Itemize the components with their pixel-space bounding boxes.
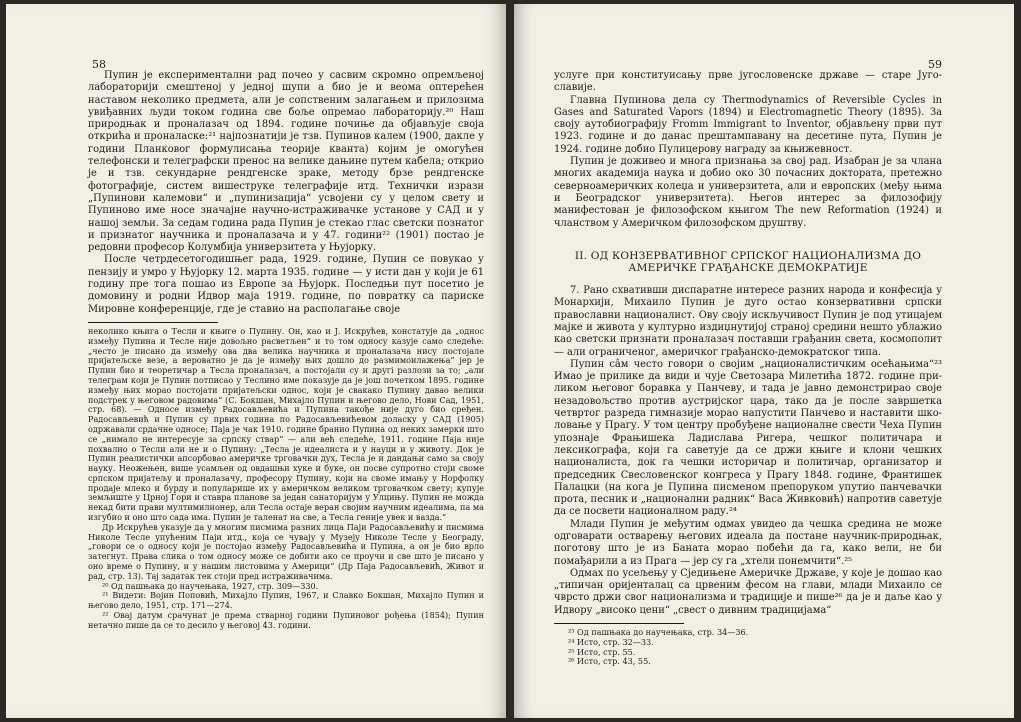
paragraph: Пупин сâм често говори о својим „националистичким осећањима“²³ Имао је прилике да види и чује Светозара Милетића 1872. године приликом његовог боравка у Панчеву, и тада је јавно демонстрирао своје незадовољство против аустријског цара, тако да је после завршетка четвртог разреда гимназије морао напустити Панчево и наставити школовање у Прагу. У том центру пробуђене националне свести Чеха Пупин упознаје Фрањишека Ладислава Ригера, чешког политичара и лексикографа, који га саветује да се држи књиге и клони чешких националиста, док га чешки историчар и политичар, организатор и председник Свесловенског конгреса у Прагу 1848. године, Франтишек Палацки (на кога је Пупина писменом препоруком упутио панчевачки прота, песник и „национални радник“ Васа Живковић) напротив саветује да се посвети националном раду.²⁴ [554, 358, 942, 518]
section-heading [554, 250, 942, 275]
left-page [6, 4, 506, 718]
footnote-paragraph: Др Искрућев указује да у многим писмима разних лица Паји Радосављевићу и писмима Николе Тесле упућеним Паји итд., која се чувају у Музеју Николе Тесле у Београду, „говори се о односу који је постојао између Радосављевића и Пупина, а он је био врло затегнут. Права слика о том односу може се добити ако се проучи и све што је писано у оно време о Пупину, и у нашим листовима у Америци“ (Др Паја Радосављевић, Живот и рад, стр. 13). Тај задатак тек стоји пред истраживачима. [88, 521, 484, 581]
paragraph: Пупин је експериментални рад почео у сасвим скромно опремљеној лабораторији смештеној у једној шупи а био је и веома оптерећен наставом неколико предмета, али је сопственим залагањем и прилозима увиђавних људи током година све боље опремао лабораторију.²⁰ Наш природњак и проналазач од 1894. године почиње да објављује своја открића и проналаске:²¹ најпознатији је тзв. Пупинов калем (1900, дакле у години Планковог формулисања теорије кванта) којим је омогућен телефонски и телеграфски пренос на велике дањине путем кабела; открио је и тзв. секундарне рендгенске зраке, методу брзе рендгенске фотографије, систем вишеструке телеграфије итд. Технички изрази „Пупинови калемови“ и „пупинизација“ усвојени су у целом свету и Пупиново име носе значајне научно-истраживачке установе у САД и у нашој земљи. За седам година рада Пупин је стекао глас светски познатог и признатог научника и проналазача и у 47. години²² (1901) постао је редовни професор Колумбија универзитета у Њујорку. [88, 70, 484, 254]
right-footnotes [554, 628, 942, 667]
footnote: ²⁰ Од пашњака до научењака, 1927, стр. 309—330. [102, 580, 319, 591]
footnote-divider [554, 623, 684, 624]
right-body-top [554, 70, 942, 230]
paragraph: услуге при конституисању прве југословенске државе — старе Југославије. [554, 70, 942, 94]
paragraph: Млади Пупин је међутим одмах увидео да чешка средина не може одговарати остварењу његових идеала да постане научник-природњак, поготову што је из Баната морао побећи да га, како вели, не би помађарили а из Прага — јер су га „хтели понемчити“.²⁵ [554, 518, 942, 567]
footnote: ²³ Од пашњака до научењака, стр. 34—36. [568, 627, 749, 638]
paragraph: После четрдесетогодишњег рада, 1929. године, Пупин се повукао у пензију и умро у Њујорку 12. марта 1935. године — у исти дан у који је 61 годину пре тога пошао из Европе за Њујорк. Последњи пут посетио је домовину и родни Идвор маја 1919. године, по повратку са париске Мировне конференције, где је ставио на располагање своје [88, 254, 484, 315]
left-body [88, 70, 484, 316]
footnote-divider [88, 322, 218, 323]
paragraph: Пупин је доживео и многа признања за свој рад. Изабран је за члана многих академија наука и добио око 30 почасних доктората, претежно северноамеричких колеџа и универзитета, али и европских (међу њима и Београдског универзитета). Његов интерес за филозофију манифестован је филозофском књигом The new Reformation (1924) и чланством у Америчком филозофском друштву. [554, 156, 942, 229]
footnote: ²⁵ Исто, стр. 55. [568, 646, 636, 657]
footnote: ²⁶ Исто, стр. 43, 55. [568, 656, 651, 667]
page-number: 59 [928, 58, 942, 71]
paragraph: 7. Рано схвативши диспаратне интересе разних народа и конфесија у Монархији, Михаило Пупин је дуго остао конзервативни српски православни националист. Ову своју искључивост Пупин је под утицајем мајке и живота у културно издиџнутијој страној средини нешто ублажио као светски признати проналазач поставши грађанин света, космополит — али ограниченог, америчког грађанско-демократског типа. [554, 285, 942, 358]
right-body-bottom [554, 285, 942, 617]
footnote-continuation: неколико књига о Тесли и књиге о Пупину. Он, као и Ј. Искрућев, констатује да „однос између Пупина и Тесле није довољно расветљен“ и то том односу казује само следеће: „често је писано да између ова два велика научника и проналазача нису постојале пријатељске везе, а вероватно је да је између њих дошло до размимоилажења“ јер је Пупин био и теоретичар а Тесла проналазач, а постојали су и другi разлози за то; „али телеграм који је Пупин потписао у Теслино име показује да је још почетком 1895. године између њих морао постојати пријатељски однос, који је свакако Пупину давао велики подстрек у његовом радовима“ (С. Бокшан, Михајло Пупин и његово дело, Нови Сад, 1951, стр. 68). — Односе између Радосављевића и Пупина такође није дуго био сређен. Радосављевић и Пупин су првих година по Радосављевићевом доласку у САД (1905) одржавали срдачне односе; Паја је чак 1910. године бранио Пупина од неких замерки што се „нимало не интересује за српску ствар“ — али већ следеће, 1911. године Паја није похвално о Тесли али не и о Пупину: „Тесла је идеалиста и у науци и у животу. Док је Пупин реалистички апсорбовао америчке трговачки дух, Тесла је и дандањи само за своју науку. Неожењен, више усамљен од овдашњи хуке и буке, он посве супротно стоји своме српском пријатељу и проналазачу, професору Пупину, који на своме имању у Норфолку продаје млеко и бурду и популарише их у америчком великом трговачком свету; купује земљиште у Црној Гори и ставра планове за један санаторијум у Улцињу. Пупин не можда некад бити прави мултимилионер, али Тесла остаје веран својим научним идеалима, па ма изгубио и оно што сада има. Пупин је таленат на све, а Тесла геније увек и вазда.“ [88, 325, 484, 523]
left-footnotes [88, 327, 484, 631]
footnote: ²⁴ Исто, стр. 32—33. [568, 636, 654, 647]
footnote: ²¹ Видети: Војин Поповић, Михајло Пупин, 1967, и Славко Бокшан, Михајло Пупин и његово дело, 1951, стр. 171—274. [88, 590, 484, 611]
paragraph: Одмах по усељењу у Сједињене Америчке Државе, у које је дошао као „типичан оријенталац са црвеним фесом на глави, млади Михаило се чврсто држи свог национализма и традиције и пише²⁶ да је и даље као у Идвору „високо цени“ „свест о дивним традицијама“ [554, 567, 942, 616]
paragraph: Главна Пупинова дела су Thermodynamics of Reversible Cycles in Gases and Saturated Vapors (1894) и Electromagnetic Theory (1895). За своју аутобиографију Fromm Immigrant to Inventor, објављену први пут 1923. године и до данас прештампавану на десетине пута, Пупин је 1924. године добио Пулицерову награду за књижевност. [554, 94, 942, 155]
right-page [514, 4, 1014, 718]
section-heading-line: II. ОД КОНЗЕРВАТИВНОГ СРПСКОГ НАЦИОНАЛИЗМА ДО [574, 249, 922, 262]
footnote: ²² Овај датум срачунат је према стварној години Пупиновог рођења (1854); Пупин нетачно пише да се то десило у његовој 43. години. [88, 610, 484, 630]
section-heading-line: АМЕРИЧКЕ ГРАЂАНСКЕ ДЕМОКРАТИЈЕ [628, 262, 868, 275]
page-number: 58 [92, 58, 106, 71]
